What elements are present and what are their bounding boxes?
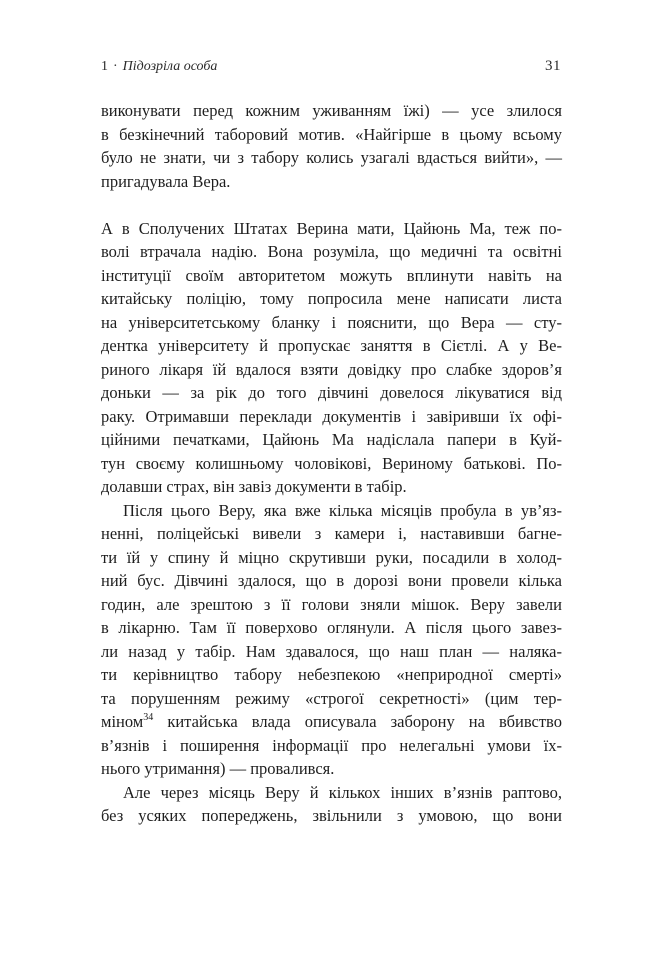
chapter-separator: · <box>113 59 118 74</box>
text-line: ненні, поліцейські вивели з камери і, наставивши багне- <box>101 524 562 543</box>
text-line: ний бус. Дівчині здалося, що в дорозі вони провели кілька <box>101 571 562 590</box>
footnote-line-before: міном <box>101 712 144 731</box>
text-line: доньки — за рік до того дівчині довелося лікуватися від <box>101 383 562 402</box>
text-line: тун своєму колишньому чоловікові, Вериному батькові. По- <box>101 453 562 473</box>
text-line: годин, але зрештою з її голови зняли мішок. Веру завели <box>101 594 562 614</box>
text-line: та порушенням режиму «строгої секретності» (цим тер- <box>101 688 562 708</box>
text-line: в безкінечний таборовий мотив. «Найгірше в цьому всьому <box>101 124 562 144</box>
text-line: ційними печатками, Цайюнь Ма надіслала папери в Куй- <box>101 430 562 449</box>
footnote-reference[interactable]: 34 <box>143 712 154 723</box>
text-line: китайську поліцію, тому попросила мене написати листа <box>101 289 562 308</box>
text-line: було не знати, чи з табору колись узагалі вдасться вийти», — <box>101 148 562 167</box>
paragraph <box>101 217 562 499</box>
text-line: в лікарню. Там її поверхово оглянули. А після цього завез- <box>101 618 562 637</box>
paragraph <box>101 499 562 781</box>
paragraph <box>101 99 562 193</box>
text-line: ли назад у табір. Нам здавалося, що наш план — наляка- <box>101 641 562 661</box>
text-line-with-footnote <box>101 710 562 734</box>
body-text <box>101 99 562 828</box>
text-line: раку. Отримавши переклади документів і завіривши їх офі- <box>101 406 562 426</box>
text-line: А в Сполучених Штатах Верина мати, Цайюнь Ма, теж по- <box>101 218 562 238</box>
text-line: дентка університету й пропускає заняття в Сієтлі. А у Ве- <box>101 336 562 355</box>
text-line: волі втрачала надію. Вона розуміла, що медичні та освітні <box>101 242 562 261</box>
text-line: без усяких попереджень, звільнили з умовою, що вони <box>101 806 562 825</box>
footnote-line-after: китайська влада описувала заборону на вбивство <box>153 712 562 731</box>
text-line: долавши страх, він завіз документи в табір. <box>101 477 407 496</box>
text-line: ти керівництво табору небезпекою «неприродної смерті» <box>101 665 562 684</box>
paragraph-gap <box>101 193 562 217</box>
running-head <box>101 58 561 75</box>
text-line: риного лікаря їй вдалося взяти довідку про слабке здоров’я <box>101 359 562 379</box>
paragraph <box>101 781 562 828</box>
text-line: виконувати перед кожним уживанням їжі) — усе злилося <box>101 101 562 120</box>
text-line: Після цього Веру, яка вже кілька місяців пробула в ув’яз- <box>123 500 562 520</box>
text-line: інституції своїм авторитетом можуть вплинути навіть на <box>101 265 562 285</box>
text-line: нього утримання) — провалився. <box>101 759 335 778</box>
chapter-number: 1 <box>101 59 108 74</box>
chapter-heading <box>101 59 217 75</box>
text-line: Але через місяць Веру й кількох інших в’язнів раптово, <box>123 782 562 802</box>
text-line: ти їй у спину й міцно скрутивши руки, посадили в холод- <box>101 547 562 567</box>
text-line: пригадувала Вера. <box>101 171 231 191</box>
page-number: 31 <box>545 58 561 74</box>
text-line: в’язнів і поширення інформації про нелегальні умови їх- <box>101 735 562 755</box>
chapter-title: Підозріла особа <box>122 59 218 74</box>
text-line: на університетському бланку і пояснити, що Вера — сту- <box>101 312 562 332</box>
